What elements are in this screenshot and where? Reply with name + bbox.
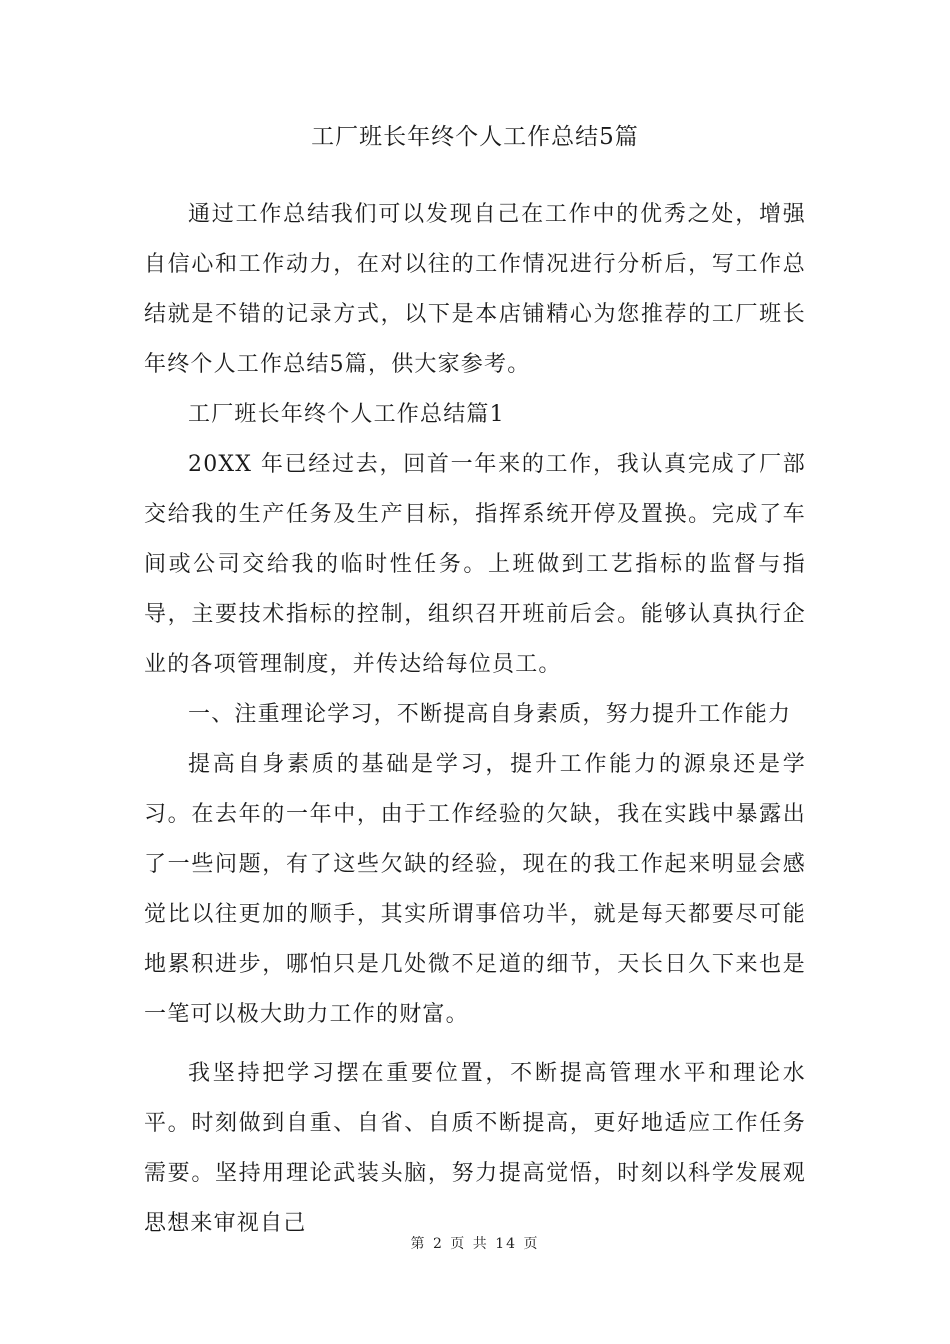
document-title: 工厂班长年终个人工作总结5篇	[311, 124, 639, 150]
document-body	[144, 190, 806, 1249]
subsection-heading: 一、注重理论学习，不断提高自身素质，努力提升工作能力	[188, 702, 792, 727]
intro-paragraph: 通过工作总结我们可以发现自己在工作中的优秀之处，增强自信心和工作动力，在对以往的工作情况进行分析后，写工作总结就是不错的记录方式，以下是本店铺精心为您推荐的工厂班长年终个人工作总结5篇，供大家参考。	[144, 202, 806, 377]
section-heading: 工厂班长年终个人工作总结篇1	[188, 402, 505, 427]
page-number: 第 2 页 共 14 页	[410, 1236, 540, 1252]
body-paragraph: 提高自身素质的基础是学习，提升工作能力的源泉还是学习。在去年的一年中，由于工作经验的欠缺，我在实践中暴露出了一些问题，有了这些欠缺的经验，现在的我工作起来明显会感觉比以往更加的顺手，其实所谓事倍功半，就是每天都要尽可能地累积进步，哪怕只是几处微不足道的细节，天长日久下来也是一笔可以极大助力工作的财富。	[144, 752, 806, 1027]
body-paragraph: 我坚持把学习摆在重要位置，不断提高管理水平和理论水平。时刻做到自重、自省、自质不断提高，更好地适应工作任务需要。坚持用理论武装头脑，努力提高觉悟，时刻以科学发展观思想来审视自己	[144, 1061, 806, 1236]
body-paragraph: 20XX 年已经过去，回首一年来的工作，我认真完成了厂部交给我的生产任务及生产目标，指挥系统开停及置换。完成了车间或公司交给我的临时性任务。上班做到工艺指标的监督与指导，主要技术指标的控制，组织召开班前后会。能够认真执行企业的各项管理制度，并传达给每位员工。	[144, 452, 806, 677]
